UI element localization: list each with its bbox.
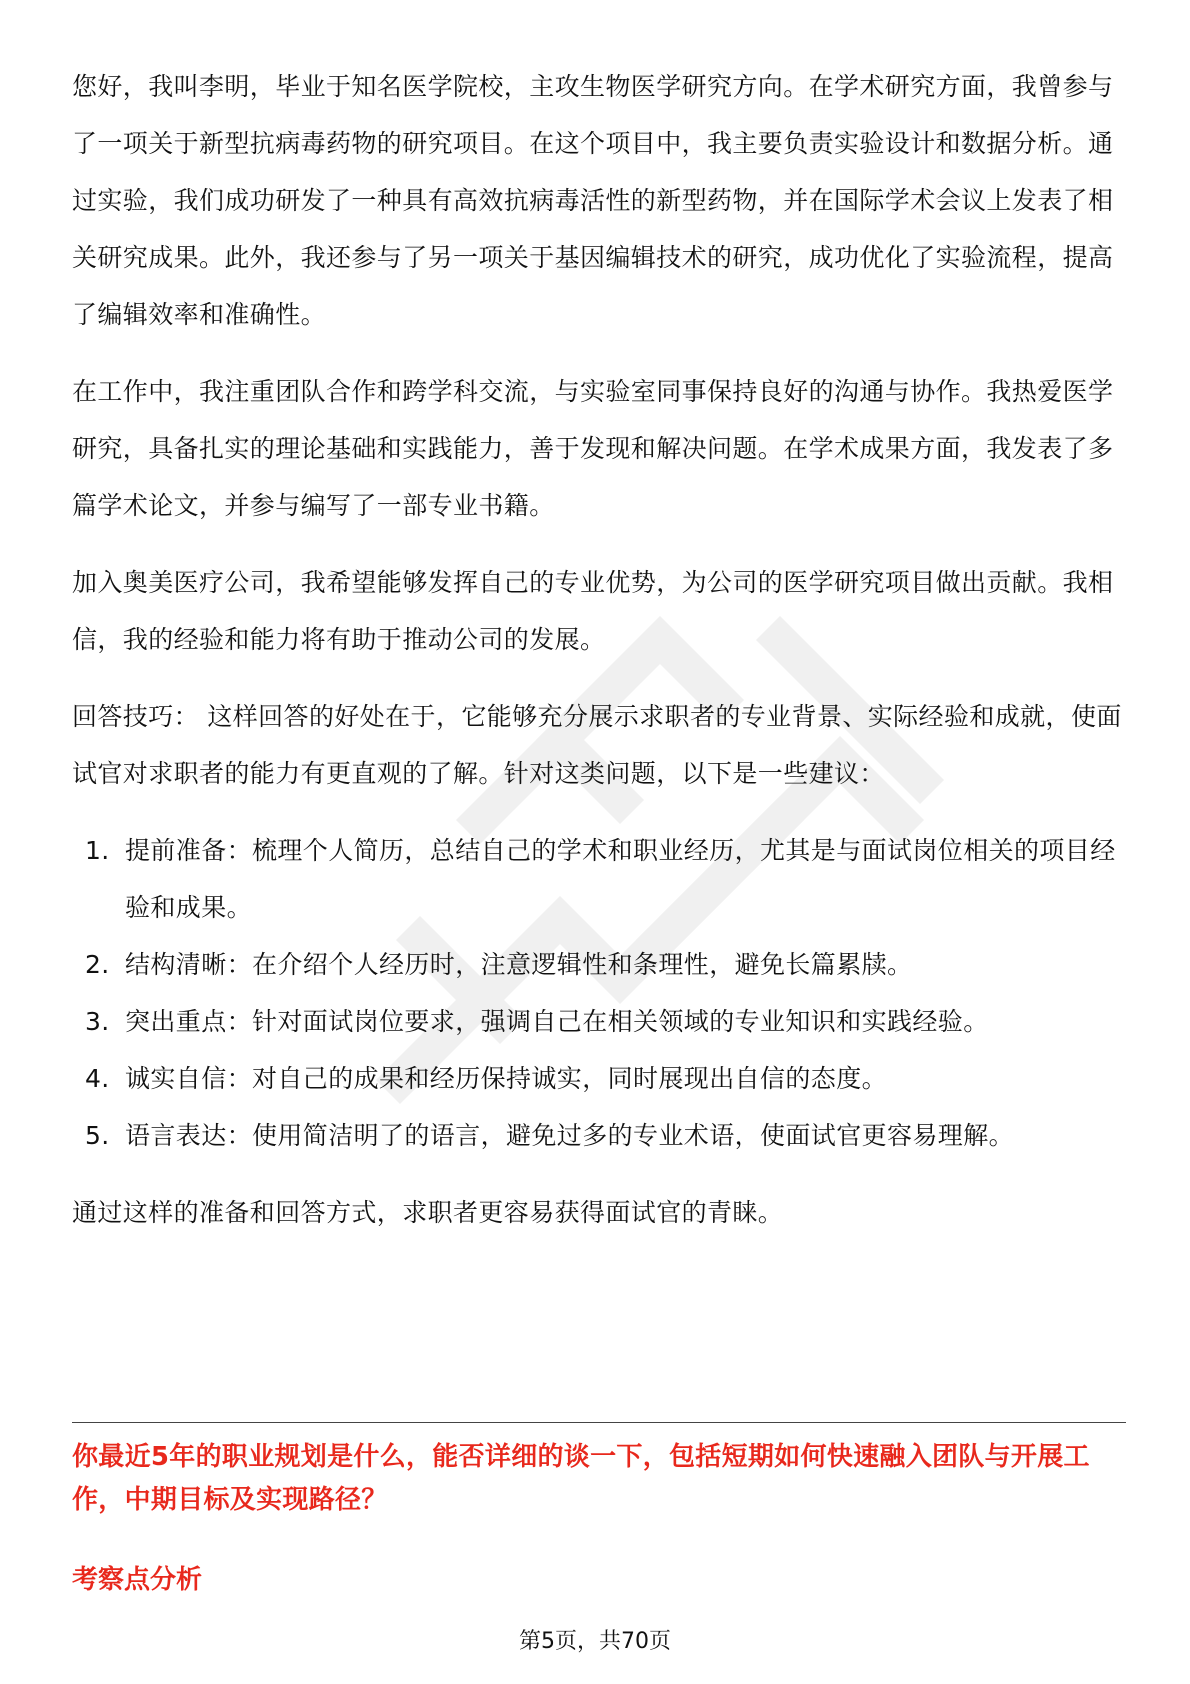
list-item-text: 突出重点：针对面试岗位要求，强调自己在相关领域的专业知识和实践经验。 [125, 1007, 989, 1036]
list-item [72, 936, 1122, 993]
paragraph-teamwork: 在工作中，我注重团队合作和跨学科交流，与实验室同事保持良好的沟通与协作。我热爱医学研究，具备扎实的理论基础和实践能力，善于发现和解决问题。在学术成果方面，我发表了多篇学术论文，并参与编写了一部专业书籍。 [72, 377, 1114, 520]
tips-intro: 回答技巧： 这样回答的好处在于，它能够充分展示求职者的专业背景、实际经验和成就，使面试官对求职者的能力有更直观的了解。针对这类问题，以下是一些建议： [72, 702, 1122, 788]
list-item-text: 结构清晰：在介绍个人经历时，注意逻辑性和条理性，避免长篇累牍。 [125, 950, 913, 979]
paragraph-motivation: 加入奥美医疗公司，我希望能够发挥自己的专业优势，为公司的医学研究项目做出贡献。我相信，我的经验和能力将有助于推动公司的发展。 [72, 568, 1114, 654]
list-item-number: 2. [85, 950, 110, 979]
list-item [72, 1050, 1122, 1107]
list-item-number: 5. [85, 1121, 110, 1150]
list-item-number: 4. [85, 1064, 110, 1093]
next-question-heading: 你最近5年的职业规划是什么，能否详细的谈一下，包括短期如何快速融入团队与开展工作，中期目标及实现路径？ [72, 1442, 1090, 1515]
list-item-text: 语言表达：使用简洁明了的语言，避免过多的专业术语，使面试官更容易理解。 [125, 1121, 1015, 1150]
paragraph-intro: 您好，我叫李明，毕业于知名医学院校，主攻生物医学研究方向。在学术研究方面，我曾参与了一项关于新型抗病毒药物的研究项目。在这个项目中，我主要负责实验设计和数据分析。通过实验，我们成功研发了一种具有高效抗病毒活性的新型药物，并在国际学术会议上发表了相关研究成果。此外，我还参与了另一项关于基因编辑技术的研究，成功优化了实验流程，提高了编辑效率和准确性。 [72, 72, 1114, 329]
section-divider [72, 1422, 1126, 1423]
main-content [72, 58, 1122, 1241]
list-item [72, 822, 1122, 936]
analysis-section-heading: 考察点分析 [72, 1565, 203, 1595]
list-item [72, 1107, 1122, 1164]
paragraph-conclusion: 通过这样的准备和回答方式，求职者更容易获得面试官的青睐。 [72, 1198, 784, 1227]
list-item-text: 诚实自信：对自己的成果和经历保持诚实，同时展现出自信的态度。 [125, 1064, 888, 1093]
list-item [72, 993, 1122, 1050]
list-item-number: 1. [85, 836, 110, 865]
page-footer: 第5页，共70页 [519, 1629, 671, 1654]
list-item-number: 3. [85, 1007, 110, 1036]
list-item-text: 提前准备：梳理个人简历，总结自己的学术和职业经历，尤其是与面试岗位相关的项目经验和成果。 [125, 836, 1116, 922]
tips-list [72, 822, 1122, 1164]
